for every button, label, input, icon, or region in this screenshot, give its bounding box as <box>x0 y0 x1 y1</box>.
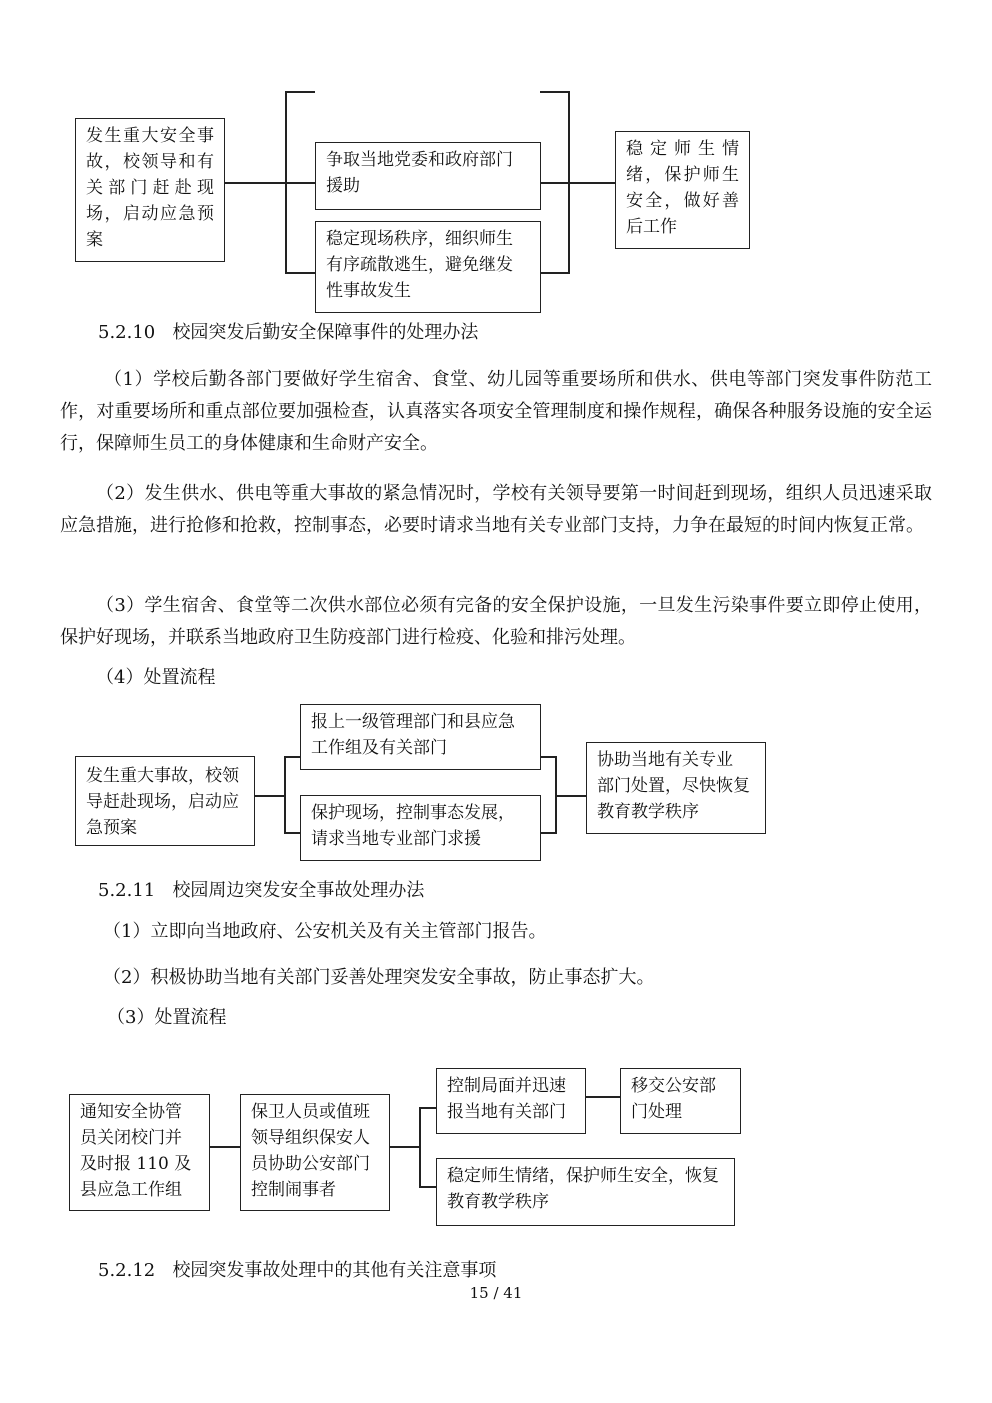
connector <box>284 756 301 758</box>
connector <box>540 272 570 274</box>
paragraph: （4）处置流程 <box>96 667 216 688</box>
flow1-mid1-box: 争取当地党委和政府部门 援助 <box>315 142 541 210</box>
section-heading-5-2-11: 5.2.11 校园周边突发安全事故处理办法 <box>98 880 425 901</box>
paragraph: （2）发生供水、供电等重大事故的紧急情况时，学校有关领导要第一时间赶到现场，组织人员迅速采取应急措施，进行抢修和抢救，控制事态，必要时请求当地有关专业部门支持，力争在最短的时间内恢复正常。 <box>60 483 932 536</box>
connector <box>419 1107 437 1109</box>
connector <box>419 1186 437 1188</box>
connector <box>540 91 570 93</box>
paragraph: （1）立即向当地政府、公安机关及有关主管部门报告。 <box>103 921 547 942</box>
section-heading-5-2-12: 5.2.12 校园突发事故处理中的其他有关注意事项 <box>98 1260 497 1281</box>
connector <box>284 832 301 834</box>
paragraph: （3）学生宿舍、食堂等二次供水部位必须有完备的安全保护设施，一旦发生污染事件要立即停止使用，保护好现场，并联系当地政府卫生防疫部门进行检疫、化验和排污处理。 <box>60 595 932 648</box>
paragraph: （1）学校后勤各部门要做好学生宿舍、食堂、幼儿园等重要场所和供水、供电等部门突发事件防范工作，对重要场所和重点部位要加强检查，认真落实各项安全管理制度和操作规程，确保各种服务设施的安全运行，保障师生员工的身体健康和生命财产安全。 <box>60 369 932 454</box>
paragraph: （2）积极协助当地有关部门妥善处理突发安全事故，防止事态扩大。 <box>103 967 655 988</box>
flow3-mid2-box: 稳定师生情绪，保护师生安全，恢复 教育教学秩序 <box>436 1158 735 1226</box>
connector <box>389 1146 421 1148</box>
connector <box>209 1146 241 1148</box>
page-number: 15 / 41 <box>469 1284 523 1302</box>
flow2-mid2-box: 保护现场，控制事态发展， 请求当地专业部门求援 <box>300 795 541 861</box>
connector <box>285 91 315 93</box>
connector <box>419 1107 421 1187</box>
paragraph: （3）处置流程 <box>107 1007 227 1028</box>
flow1-end-box: 稳定师生情 绪，保护师生 安全，做好善 后工作 <box>615 131 750 249</box>
flow3-start-box: 通知安全协管 员关闭校门并 及时报 110 及 县应急工作组 <box>69 1094 210 1211</box>
connector <box>568 182 616 184</box>
connector <box>555 795 586 797</box>
connector <box>285 182 315 184</box>
connector <box>254 795 286 797</box>
connector <box>285 272 315 274</box>
flow3-mid1-box: 控制局面并迅速 报当地有关部门 <box>436 1068 586 1134</box>
connector <box>224 182 286 184</box>
connector <box>585 1096 621 1098</box>
section-heading-5-2-10: 5.2.10 校园突发后勤安全保障事件的处理办法 <box>98 322 479 343</box>
connector <box>284 756 286 833</box>
flow2-mid1-box: 报上一级管理部门和县应急 工作组及有关部门 <box>300 704 541 770</box>
connector <box>540 832 557 834</box>
flow3-second-box: 保卫人员或值班 领导组织保安人 员协助公安部门 控制闹事者 <box>240 1094 390 1211</box>
flow2-end-box: 协助当地有关专业 部门处置，尽快恢复 教育教学秩序 <box>586 742 766 834</box>
flow1-start-box: 发生重大安全事 故，校领导和有 关部门赶赴现 场，启动应急预 案 <box>75 118 225 262</box>
connector <box>540 182 570 184</box>
flow3-mid1-end-box: 移交公安部 门处理 <box>620 1068 741 1134</box>
flow2-start-box: 发生重大事故，校领 导赶赴现场，启动应 急预案 <box>75 756 255 846</box>
flow1-mid2-box: 稳定现场秩序，细织师生 有序疏散逃生，避免继发 性事故发生 <box>315 221 541 313</box>
